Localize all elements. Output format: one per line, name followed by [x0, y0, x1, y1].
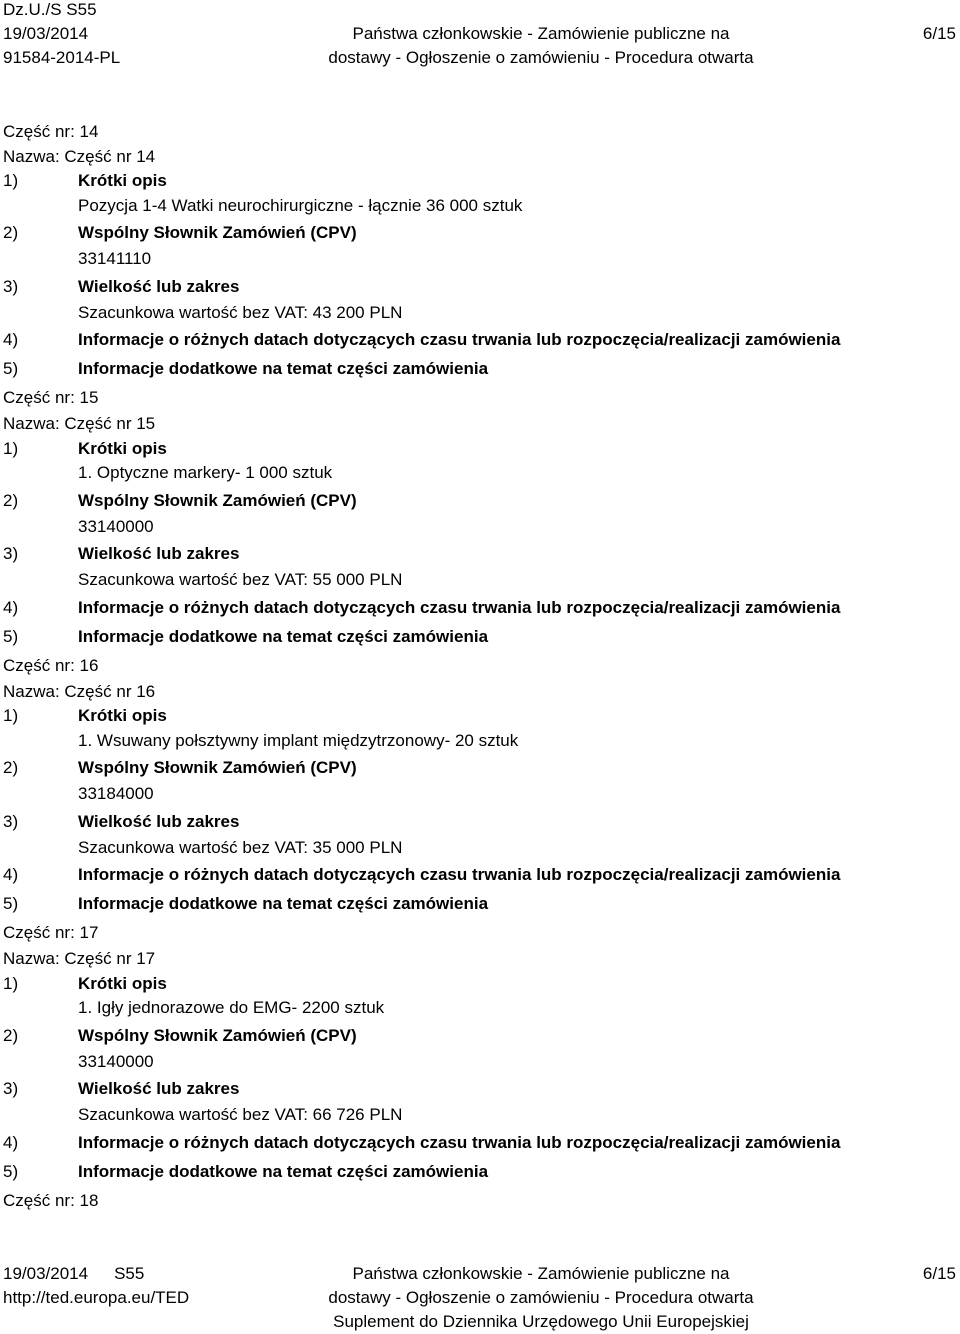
section-number: 2) — [3, 223, 19, 242]
header-left — [3, 0, 120, 70]
section-number: 5) — [3, 1161, 19, 1181]
section-title: Wielkość lub zakres — [78, 811, 240, 831]
lot-section — [3, 651, 953, 919]
section-title: Informacje o różnych datach dotyczących czasu trwania lub rozpoczęcia/realizacji zamówienia — [78, 1132, 841, 1152]
section-title: Wielkość lub zakres — [78, 544, 240, 563]
short-description — [3, 194, 953, 219]
header-date: 19/03/2014 — [3, 24, 89, 43]
short-description — [3, 729, 953, 754]
short-description-heading — [3, 437, 953, 462]
section-title: Wspólny Słownik Zamówień (CPV) — [78, 223, 357, 242]
description-text: 1. Optyczne markery- 1 000 sztuk — [78, 463, 333, 482]
section-title: Wspólny Słownik Zamówień (CPV) — [78, 758, 357, 777]
short-description — [3, 996, 953, 1021]
cpv-code-text: 33140000 — [78, 1051, 154, 1071]
notice-content — [3, 120, 953, 1215]
cpv-code-text: 33141110 — [78, 249, 152, 268]
section-title: Krótki opis — [78, 706, 167, 725]
notice-number: 91584-2014-PL — [3, 48, 121, 67]
section-number: 3) — [3, 811, 19, 831]
footer-url[interactable]: http://ted.europa.eu/TED — [3, 1288, 190, 1307]
section-title: Wielkość lub zakres — [78, 1079, 240, 1098]
cpv-code-text: 33140000 — [78, 516, 154, 536]
section-number: 4) — [3, 1132, 19, 1152]
section-number: 3) — [3, 544, 19, 563]
section-number: 1) — [3, 706, 19, 725]
lot-number-next: Część nr: 18 — [3, 1190, 99, 1210]
lot-section — [3, 120, 953, 383]
section-title: Informacje dodatkowe na temat części zamówienia — [78, 359, 489, 378]
additional-info-heading — [3, 1157, 953, 1186]
footer-series: S55 — [114, 1264, 145, 1283]
lot-number: Część nr: 16 — [3, 655, 99, 675]
lot-number: Część nr: 14 — [3, 122, 99, 141]
section-number: 5) — [3, 894, 19, 913]
estimated-value — [3, 1103, 953, 1128]
section-title: Krótki opis — [78, 973, 167, 993]
footer-title-line-2: dostawy - Ogłoszenie o zamówieniu - Procedura otwarta — [328, 1288, 754, 1307]
cpv-heading — [3, 218, 953, 247]
page-footer — [0, 1262, 960, 1334]
additional-info-heading — [3, 622, 953, 651]
lot-name: Nazwa: Część nr 15 — [3, 414, 156, 433]
section-number: 4) — [3, 597, 19, 617]
estimated-value-text: Szacunkowa wartość bez VAT: 66 726 PLN — [78, 1105, 403, 1124]
short-description-heading — [3, 169, 953, 194]
estimated-value — [3, 301, 953, 326]
lot-section — [3, 918, 953, 1186]
estimated-value-text: Szacunkowa wartość bez VAT: 55 000 PLN — [78, 570, 403, 589]
page-header — [0, 0, 960, 70]
description-text: 1. Wsuwany połsztywny implant międzytrzonowy- 20 sztuk — [78, 730, 519, 750]
section-number: 4) — [3, 330, 19, 349]
lot-name: Nazwa: Część nr 17 — [3, 949, 156, 968]
header-title-line-1: Państwa członkowskie - Zamówienie publiczne na — [352, 24, 730, 43]
journal-ref: Dz.U./S S55 — [3, 0, 97, 19]
section-number: 2) — [3, 758, 19, 777]
footer-date-series — [3, 1262, 144, 1286]
estimated-value-text: Szacunkowa wartość bez VAT: 43 200 PLN — [78, 302, 403, 322]
estimated-value — [3, 836, 953, 861]
cpv-code — [3, 782, 953, 807]
section-title: Informacje dodatkowe na temat części zamówienia — [78, 894, 489, 913]
cpv-heading — [3, 486, 953, 515]
cpv-code — [3, 515, 953, 540]
additional-info-heading — [3, 354, 953, 383]
cpv-code — [3, 247, 953, 272]
description-text: Pozycja 1-4 Watki neurochirurgiczne - łącznie 36 000 sztuk — [78, 195, 523, 215]
cpv-code — [3, 1050, 953, 1075]
short-description-heading — [3, 972, 953, 997]
lot-number: Część nr: 15 — [3, 388, 99, 407]
section-title: Wielkość lub zakres — [78, 276, 240, 296]
section-title: Informacje dodatkowe na temat części zamówienia — [78, 626, 489, 646]
section-number: 3) — [3, 276, 19, 296]
lot-section — [3, 383, 953, 651]
footer-center — [320, 1262, 762, 1334]
section-number: 2) — [3, 1025, 19, 1045]
lot-name: Nazwa: Część nr 14 — [3, 146, 156, 166]
cpv-heading — [3, 753, 953, 782]
footer-title-line-1: Państwa członkowskie - Zamówienie publiczne na — [352, 1264, 730, 1283]
dates-heading — [3, 860, 953, 889]
lot-name: Nazwa: Część nr 16 — [3, 681, 156, 701]
section-title: Wspólny Słownik Zamówień (CPV) — [78, 490, 357, 510]
dates-heading — [3, 1128, 953, 1157]
section-title: Krótki opis — [78, 171, 167, 190]
section-title: Informacje o różnych datach dotyczących czasu trwania lub rozpoczęcia/realizacji zamówienia — [78, 865, 841, 884]
section-number: 2) — [3, 490, 19, 510]
section-number: 1) — [3, 973, 19, 993]
quantity-heading — [3, 539, 953, 568]
section-number: 5) — [3, 359, 19, 378]
section-title: Wspólny Słownik Zamówień (CPV) — [78, 1025, 357, 1045]
header-center — [320, 22, 762, 70]
section-number: 4) — [3, 865, 19, 884]
dates-heading — [3, 593, 953, 622]
short-description-heading — [3, 704, 953, 729]
section-number: 3) — [3, 1079, 19, 1098]
quantity-heading — [3, 807, 953, 836]
section-number: 1) — [3, 171, 19, 190]
description-text: 1. Igły jednorazowe do EMG- 2200 sztuk — [78, 998, 385, 1017]
section-title: Krótki opis — [78, 438, 167, 458]
section-title: Informacje o różnych datach dotyczących czasu trwania lub rozpoczęcia/realizacji zamówienia — [78, 330, 841, 349]
section-title: Informacje dodatkowe na temat części zamówienia — [78, 1161, 489, 1181]
header-title-line-2: dostawy - Ogłoszenie o zamówieniu - Procedura otwarta — [328, 48, 754, 67]
estimated-value-text: Szacunkowa wartość bez VAT: 35 000 PLN — [78, 837, 403, 857]
footer-date: 19/03/2014 — [3, 1264, 89, 1283]
dates-heading — [3, 325, 953, 354]
additional-info-heading — [3, 889, 953, 918]
quantity-heading — [3, 1074, 953, 1103]
footer-page-number: 6/15 — [922, 1264, 956, 1283]
section-number: 5) — [3, 626, 19, 646]
section-title: Informacje o różnych datach dotyczących czasu trwania lub rozpoczęcia/realizacji zamówienia — [78, 597, 841, 617]
short-description — [3, 461, 953, 486]
estimated-value — [3, 568, 953, 593]
section-number: 1) — [3, 438, 19, 458]
quantity-heading — [3, 272, 953, 301]
header-page-number: 6/15 — [922, 24, 956, 43]
lot-number: Część nr: 17 — [3, 923, 99, 942]
footer-title-line-3: Suplement do Dziennika Urzędowego Unii Europejskiej — [333, 1312, 749, 1331]
cpv-code-text: 33184000 — [78, 784, 154, 803]
cpv-heading — [3, 1021, 953, 1050]
